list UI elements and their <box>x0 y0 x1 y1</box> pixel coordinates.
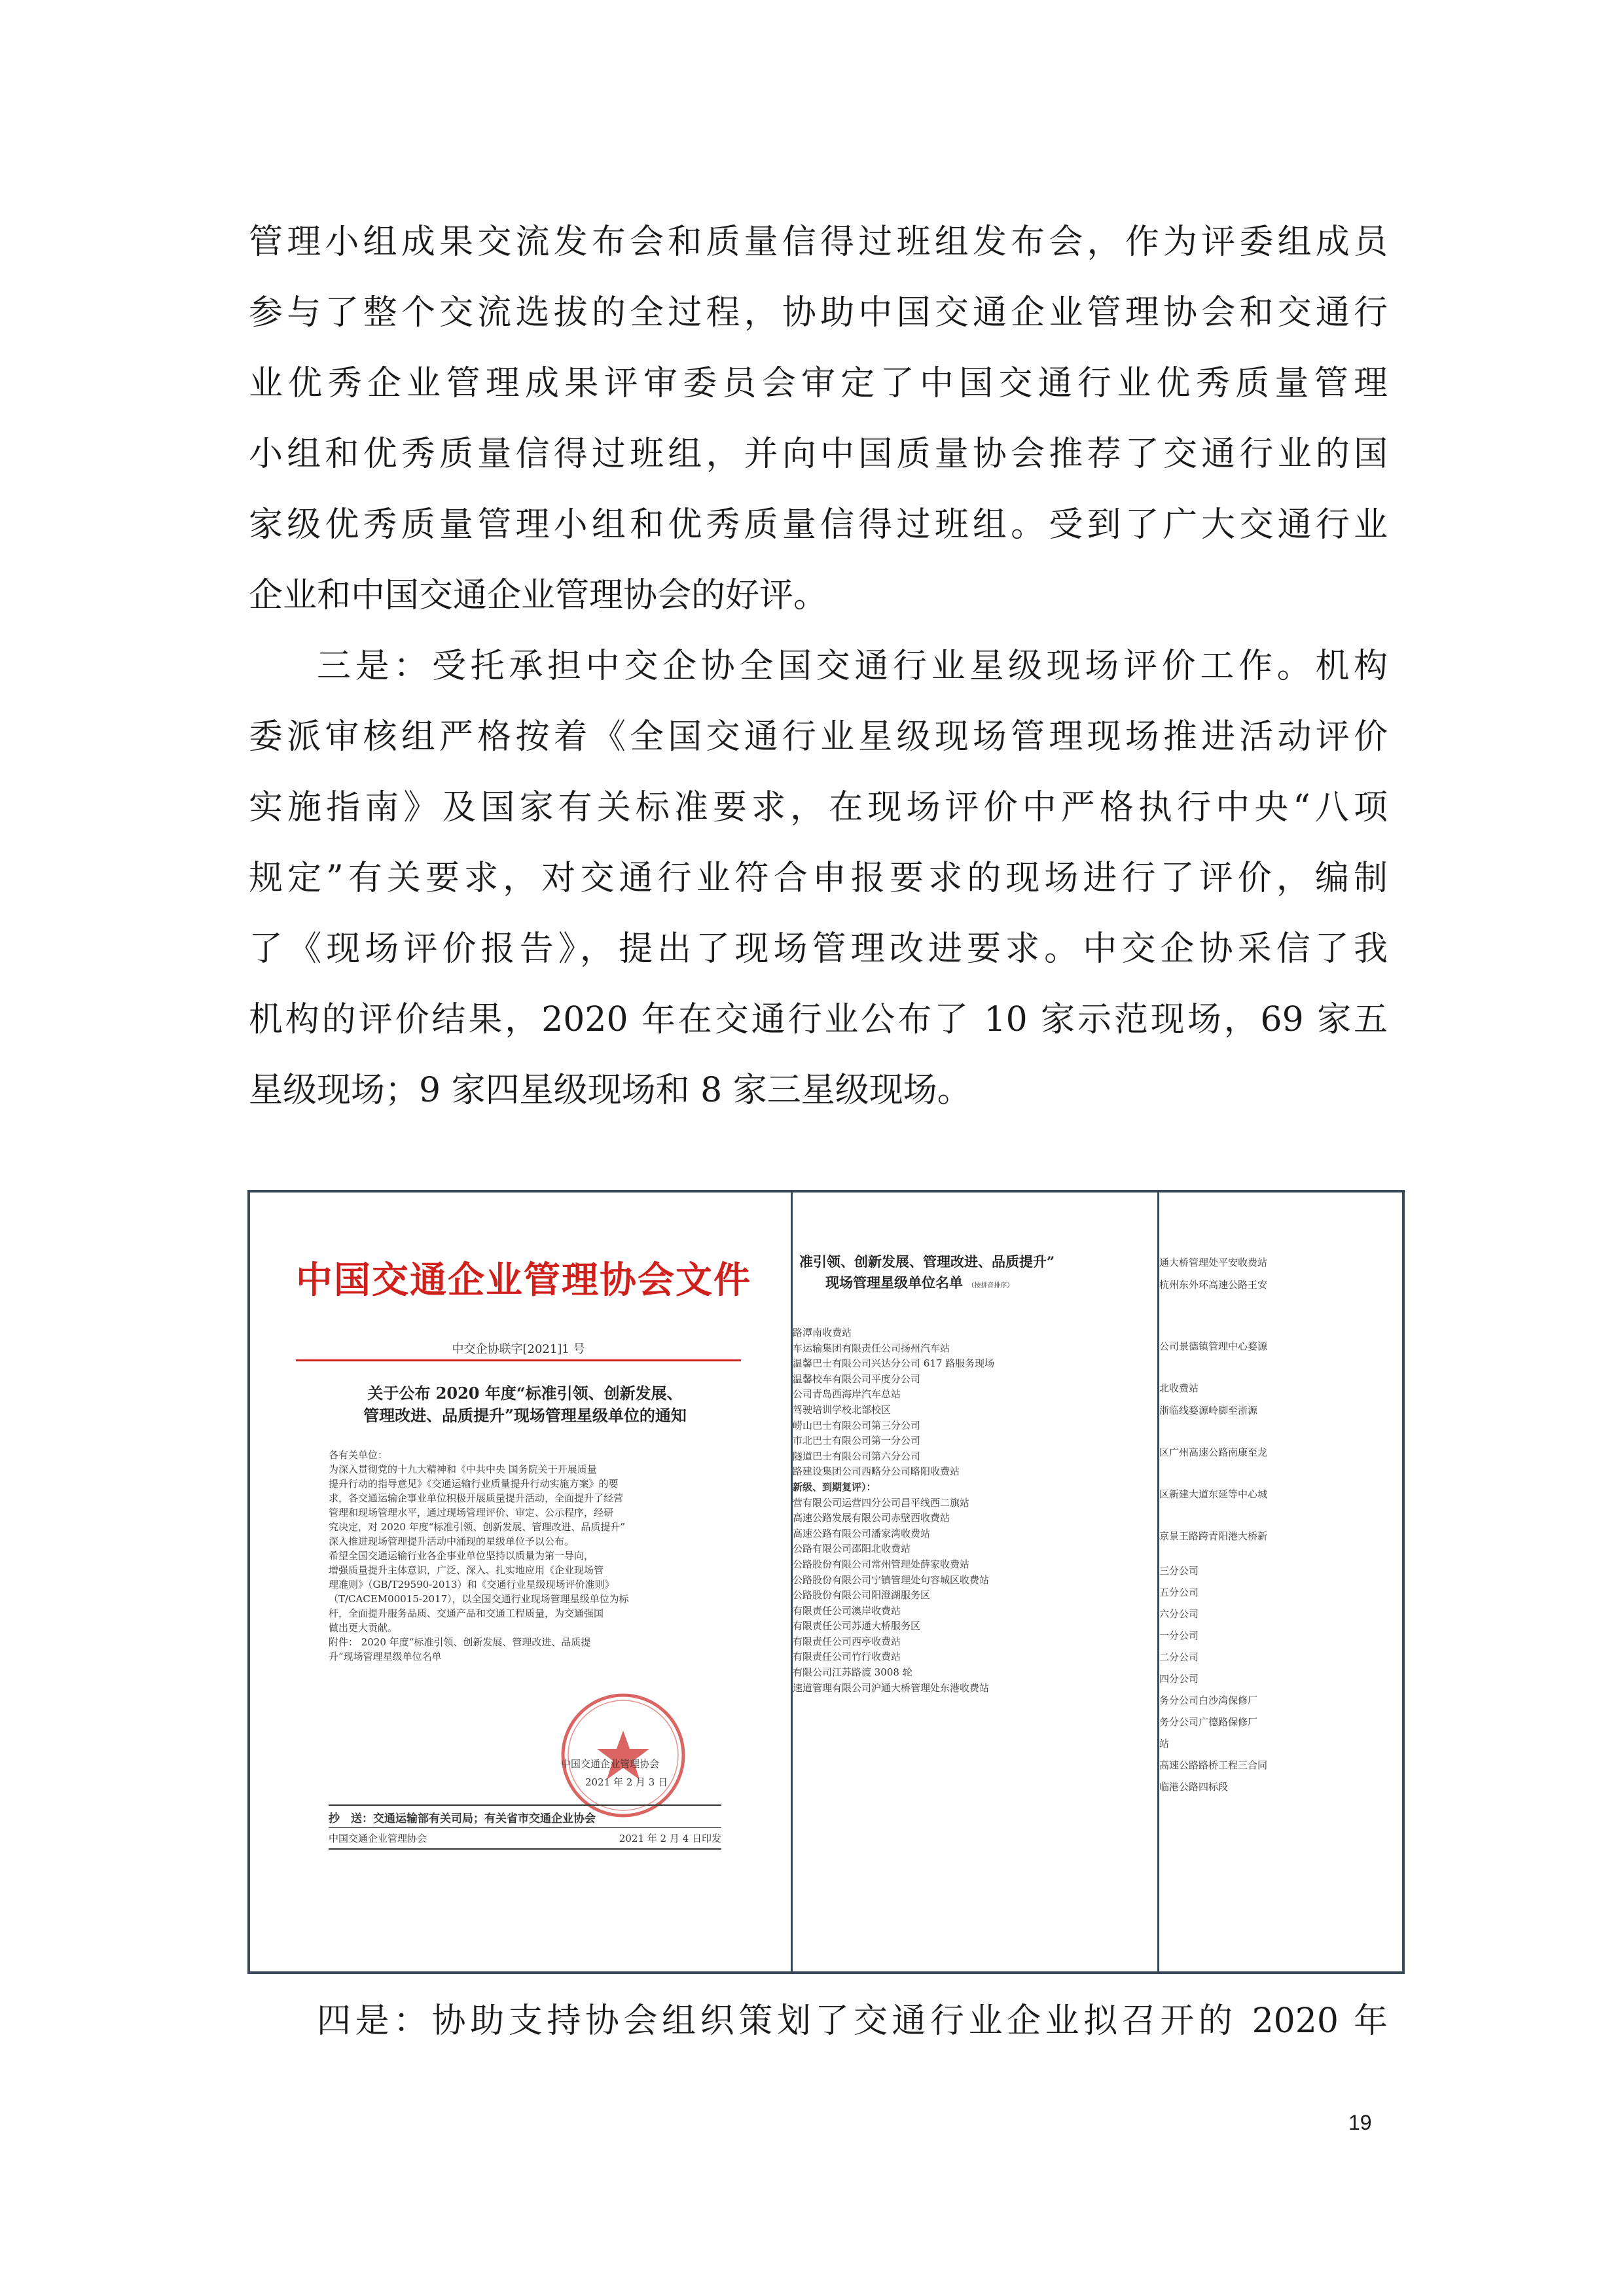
list-header-line: 准引领、创新发展、管理改进、品质提升” <box>799 1253 1055 1270</box>
list-item: 临港公路四标段 <box>1159 1781 1229 1793</box>
doc-body-line: 各有关单位： <box>329 1449 388 1461</box>
list-item: 站 <box>1159 1738 1170 1749</box>
text-line: 四是：协助支持协会组织策划了交通行业企业拟召开的 2020 年 <box>317 2001 1388 2041</box>
list-item: 京景王路跨青阳港大桥新 <box>1159 1530 1268 1542</box>
list-header-line: 现场管理星级单位名单 （按拼音排序） <box>825 1274 1014 1291</box>
doc-title <box>348 1382 702 1427</box>
doc-title-line: 关于公布 2020 年度“标准引领、创新发展、 <box>367 1384 683 1403</box>
cc-line: 抄 送：交通运输部有关司局；有关省市交通企业协会 <box>329 1812 596 1825</box>
list-item: 浙临线婺源岭脚至浙源 <box>1159 1405 1258 1416</box>
list-item: 三分公司 <box>1159 1565 1199 1577</box>
text-line: 参与了整个交流选拔的全过程，协助中国交通企业管理协会和交通行 <box>249 293 1388 332</box>
list-item: 温馨巴士有限公司兴达分公司 617 路服务现场 <box>793 1357 995 1370</box>
list-item: 营有限公司运营四分公司昌平线西二旗站 <box>793 1496 970 1509</box>
unit-list-scan <box>793 1193 1159 1971</box>
list-item: 有限责任公司西亭收费站 <box>793 1635 901 1647</box>
list-item: 有限公司江苏路渡 3008 轮 <box>793 1666 912 1679</box>
issuer-line <box>329 1831 721 1845</box>
list-item: 路建设集团公司西略分公司略阳收费站 <box>793 1465 960 1478</box>
text-line: 小组和优秀质量信得过班组，并向中国质量协会推荐了交通行业的国 <box>249 435 1388 474</box>
doc-body-line: 理准则》（GB/T29590-2013）和《交通行业星级现场评价准则》 <box>329 1579 615 1590</box>
text-line: 管理小组成果交流发布会和质量信得过班组发布会，作为评委组成员 <box>249 223 1388 262</box>
doc-header: 中国交通企业管理协会文件 <box>296 1259 751 1302</box>
page-number: 19 <box>1348 2111 1372 2134</box>
doc-body <box>329 1448 715 1664</box>
doc-body-line: 杆，全面提升服务品质、交通产品和交通工程质量，为交通强国 <box>329 1607 604 1619</box>
list-item: 区新建大道东延等中心城 <box>1159 1488 1268 1500</box>
list-item: 有限责任公司苏通大桥服务区 <box>793 1620 921 1632</box>
doc-body-line: 究决定，对 2020 年度“标准引领、创新发展、管理改进、品质提升” <box>329 1521 626 1533</box>
list-item: 速道管理有限公司沪通大桥管理处东港收费站 <box>793 1681 990 1694</box>
list-item: 隧道巴士有限公司第六分公司 <box>793 1450 921 1462</box>
text-line: 三是：受托承担中交企协全国交通行业星级现场评价工作。机构 <box>317 647 1388 686</box>
text-line: 机构的评价结果，2020 年在交通行业公布了 10 家示范现场，69 家五 <box>249 1000 1388 1039</box>
red-seal-icon <box>558 1690 689 1821</box>
list-item: 北收费站 <box>1159 1382 1199 1394</box>
unit-list-c <box>1159 1251 1398 1798</box>
list-item: 公路有限公司邵阳北收费站 <box>793 1543 911 1555</box>
doc-body-line: 深入推进现场管理提升活动中涌现的星级单位予以公布。 <box>329 1535 575 1547</box>
list-item: 区广州高速公路南康至龙 <box>1159 1446 1268 1458</box>
list-header <box>799 1251 1153 1297</box>
list-header-sub: （按拼音排序） <box>967 1282 1014 1289</box>
footer-rule <box>329 1827 721 1828</box>
list-item: 公路股份有限公司宁镇管理处句容城区收费站 <box>793 1573 990 1586</box>
text-line: 规定”有关要求，对交通行业符合申报要求的现场进行了评价，编制 <box>249 859 1388 898</box>
text-line: 企业和中国交通企业管理协会的好评。 <box>249 576 828 615</box>
list-item: 市北巴士有限公司第一分公司 <box>793 1435 921 1447</box>
doc-body-line: 做出更大贡献。 <box>329 1622 398 1634</box>
seal-date: 2021 年 2 月 3 日 <box>585 1776 668 1788</box>
text-line: 了《现场评价报告》，提出了现场管理改进要求。中交企协采信了我 <box>249 929 1388 969</box>
text-line: 家级优秀质量管理小组和优秀质量信得过班组。受到了广大交通行业 <box>249 505 1388 545</box>
doc-title-line: 管理改进、品质提升”现场管理星级单位的通知 <box>363 1406 687 1425</box>
list-item: 公路股份有限公司阳澄湖服务区 <box>793 1589 931 1602</box>
text-line: 业优秀企业管理成果评审委员会审定了中国交通行业优秀质量管理 <box>249 364 1388 403</box>
list-item: 有限责任公司竹行收费站 <box>793 1651 901 1663</box>
list-item: 崂山巴士有限公司第三分公司 <box>793 1419 921 1431</box>
red-divider <box>296 1359 741 1361</box>
list-item: 高速公路有限公司潘家湾收费站 <box>793 1527 931 1539</box>
doc-body-line: 为深入贯彻党的十九大精神和《中共中央 国务院关于开展质量 <box>329 1463 597 1475</box>
list-item: 高速公路发展有限公司赤壁西收费站 <box>793 1512 950 1524</box>
paragraph-fourth-point <box>249 1986 1388 2056</box>
list-item: 务分公司白沙湾保修厂 <box>1159 1695 1258 1706</box>
list-item: 公路股份有限公司常州管理处薛家收费站 <box>793 1558 970 1570</box>
list-item: 公司青岛西海岸汽车总站 <box>793 1388 901 1401</box>
document-figure <box>247 1190 1405 1974</box>
list-item: 公司景德镇管理中心婺源 <box>1159 1340 1268 1352</box>
doc-body-line: 提升行动的指导意见》《交通运输行业质量提升行动实施方案》的要 <box>329 1478 619 1490</box>
list-item: 四分公司 <box>1159 1673 1199 1685</box>
doc-body-line: 附件： 2020 年度“标准引领、创新发展、管理改进、品质提 <box>329 1636 591 1648</box>
list-item: 杭州东外环高速公路王安 <box>1159 1279 1268 1291</box>
list-item: 二分公司 <box>1159 1651 1199 1663</box>
list-item: 一分公司 <box>1159 1630 1199 1641</box>
footer-rule <box>329 1804 721 1806</box>
text-line: 实施指南》及国家有关标准要求，在现场评价中严格执行中央“八项 <box>249 788 1388 827</box>
footer-rule <box>329 1848 721 1850</box>
unit-list-a <box>793 1325 1146 1696</box>
list-item: 路潭南收费站 <box>793 1327 852 1338</box>
doc-body-line: 求，各交通运输企事业单位积极开展质量提升活动，全面提升了经营 <box>329 1492 624 1504</box>
list-item: 务分公司广德路保修厂 <box>1159 1716 1258 1728</box>
list-item: 温馨校车有限公司平度分公司 <box>793 1372 921 1385</box>
doc-body-line: 管理和现场管理水平，通过现场管理评价、审定、公示程序，经研 <box>329 1507 614 1518</box>
doc-body-line: 希望全国交通运输行业各企事业单位坚持以质量为第一导向， <box>329 1550 594 1562</box>
doc-body-line: 升”现场管理星级单位名单 <box>329 1651 442 1662</box>
list-item: 五分公司 <box>1159 1587 1199 1598</box>
paragraph-third-point <box>249 631 1388 1126</box>
list-item: 驾驶培训学校北部校区 <box>793 1403 892 1416</box>
text-line: 星级现场；9 家四星级现场和 8 家三星级现场。 <box>249 1071 971 1110</box>
doc-body-line: 增强质量提升主体意识，广泛、深入、扎实地应用《企业现场管 <box>329 1564 604 1576</box>
list-item: 高速公路路桥工程三合同 <box>1159 1759 1268 1771</box>
list-item: 车运输集团有限责任公司扬州汽车站 <box>793 1342 950 1354</box>
seal-issuer-text: 中国交通企业管理协会 <box>561 1758 660 1770</box>
unit-list-continued-scan <box>1159 1193 1402 1971</box>
issuer: 中国交通企业管理协会 <box>329 1833 427 1844</box>
doc-body-line: （T/CACEM00015-2017），以全国交通行业现场管理星级单位为标 <box>329 1593 629 1605</box>
list-section-header: 新级、到期复评）： <box>793 1480 876 1493</box>
print-date: 2021 年 2 月 4 日印发 <box>619 1833 721 1844</box>
list-item: 有限责任公司澳岸收费站 <box>793 1604 901 1617</box>
list-item: 六分公司 <box>1159 1608 1199 1620</box>
notice-document-scan <box>250 1193 793 1971</box>
paragraph-continuation <box>249 207 1388 631</box>
doc-number: 中交企协联字[2021]1 号 <box>452 1342 585 1356</box>
list-item: 通大桥管理处平安收费站 <box>1159 1257 1268 1268</box>
text-line: 委派审核组严格按着《全国交通行业星级现场管理现场推进活动评价 <box>249 717 1388 757</box>
